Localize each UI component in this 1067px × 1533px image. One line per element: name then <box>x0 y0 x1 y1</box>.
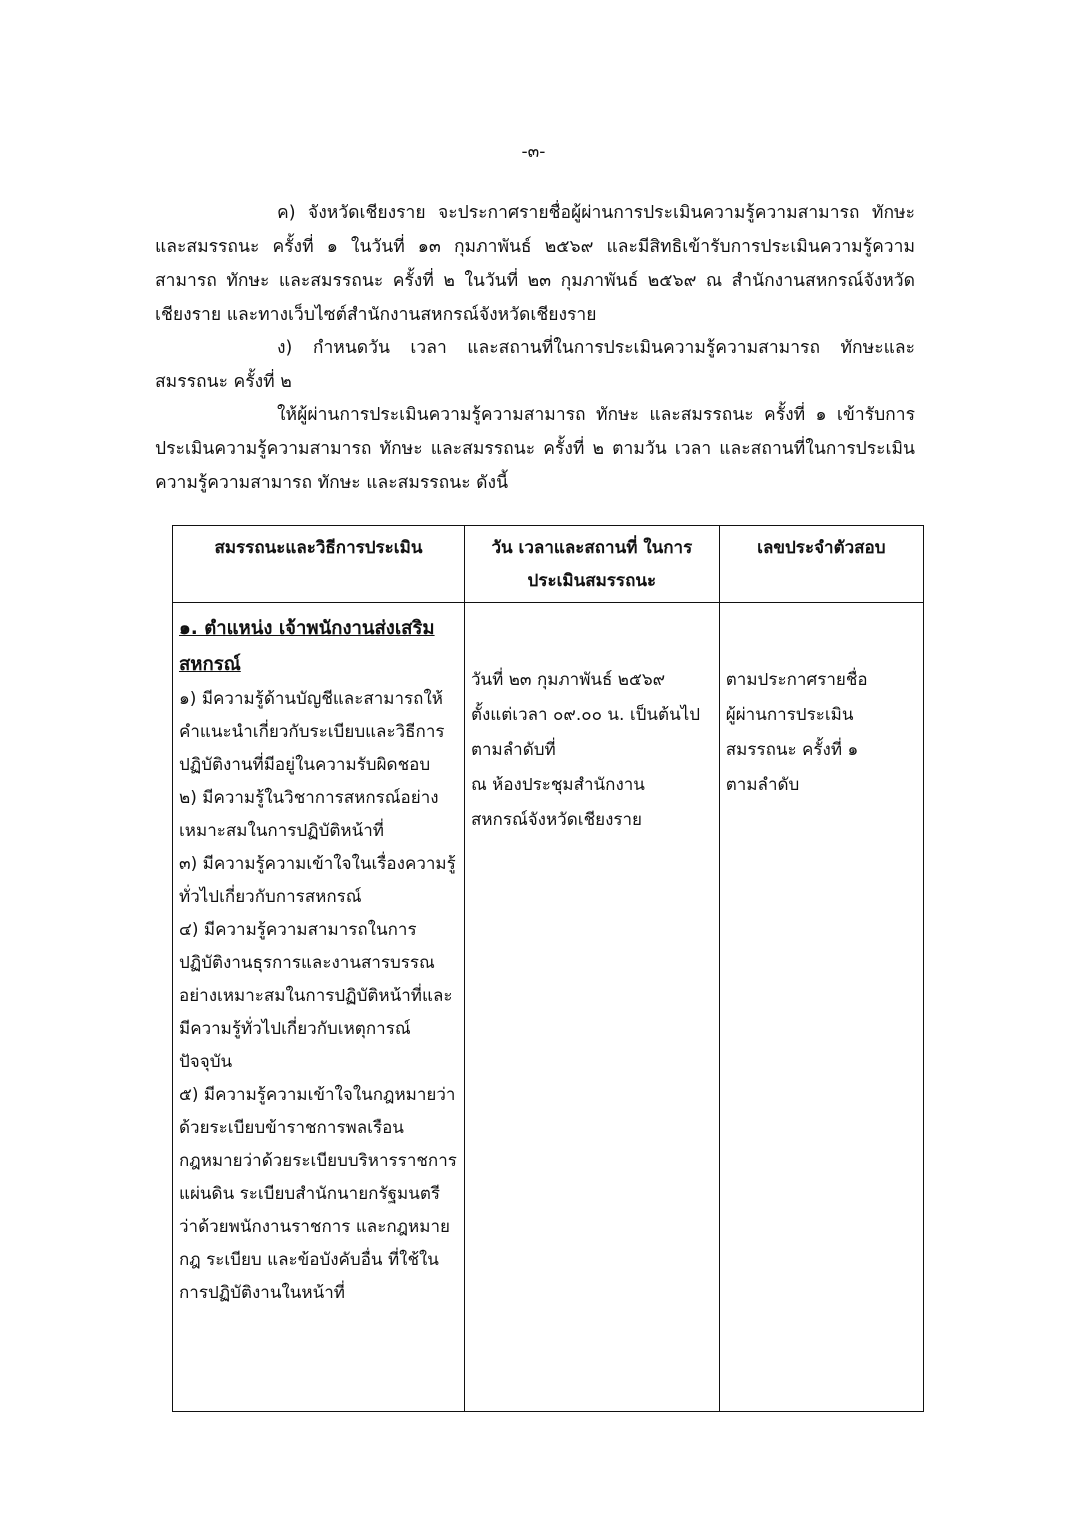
criterion-item: ๓) มีความรู้ความเข้าใจในเรื่องความรู้ทั่วไปเกี่ยวกับการสหกรณ์ <box>179 854 456 907</box>
criterion-item: ๕) มีความรู้ความเข้าใจในกฎหมายว่าด้วยระเบียบข้าราชการพลเรือน กฎหมายว่าด้วยระเบียบบริหารราชการแผ่นดิน ระเบียบสำนักนายกรัฐมนตรีว่าด้วยพนักงานราชการ และกฎหมาย กฎ ระเบียบ และข้อบังคับอื่น ที่ใช้ในการปฏิบัติงานในหน้าที่ <box>179 1085 457 1303</box>
schedule-time: ตั้งแต่เวลา ๐๙.๐๐ น. เป็นต้นไป ตามลำดับที่ <box>470 705 701 760</box>
page-number: -๓- <box>521 142 546 162</box>
assessment-schedule-table <box>172 525 924 1412</box>
exam-id-cell <box>719 603 923 1412</box>
table-row <box>173 603 924 1412</box>
exam-id-line: ตามลำดับ <box>725 775 800 795</box>
table-header-row <box>173 526 924 603</box>
exam-id-line: ตามประกาศรายชื่อ <box>725 670 868 690</box>
paragraph-schedule-intro: ง) กำหนดวัน เวลา และสถานที่ในการประเมินความรู้ความสามารถ ทักษะและสมรรถนะ ครั้งที่ ๒ <box>155 338 915 392</box>
competency-cell <box>173 603 465 1412</box>
paragraph-announcement: ค) จังหวัดเชียงราย จะประกาศรายชื่อผู้ผ่านการประเมินความรู้ความสามารถ ทักษะ และสมรรถนะ ครั้งที่ ๑ ในวันที่ ๑๓ กุมภาพันธ์ ๒๕๖๙ และมีสิทธิเข้ารับการประเมินความรู้ความสามารถ ทักษะ และสมรรถนะ ครั้งที่ ๒ ในวันที่ ๒๓ กุมภาพันธ์ ๒๕๖๙ ณ สำนักงานสหกรณ์จังหวัดเชียงราย และทางเว็บไซต์สำนักงานสหกรณ์จังหวัดเชียงราย <box>155 203 915 325</box>
header-exam-id: เลขประจำตัวสอบ <box>719 526 923 603</box>
criterion-item: ๒) มีความรู้ในวิชาการสหกรณ์อย่างเหมาะสมในการปฏิบัติหน้าที่ <box>179 788 439 841</box>
exam-id-line: สมรรถนะ ครั้งที่ ๑ <box>725 740 859 760</box>
paragraph-instruction: ให้ผู้ผ่านการประเมินความรู้ความสามารถ ทักษะ และสมรรถนะ ครั้งที่ ๑ เข้ารับการประเมินความรู้ความสามารถ ทักษะ และสมรรถนะ ครั้งที่ ๒ ตามวัน เวลา และสถานที่ในการประเมินความรู้ความสามารถ ทักษะ และสมรรถนะ ดังนี้ <box>155 405 915 493</box>
header-datetime-place: วัน เวลาและสถานที่ ในการประเมินสมรรถนะ <box>464 526 719 603</box>
position-heading: ๑. ตำแหน่ง เจ้าพนักงานส่งเสริมสหกรณ์ <box>179 618 435 675</box>
schedule-place-org: สหกรณ์จังหวัดเชียงราย <box>470 810 643 830</box>
criterion-item: ๔) มีความรู้ความสามารถในการปฏิบัติงานธุรการและงานสารบรรณอย่างเหมาะสมในการปฏิบัติหน้าที่และมีความรู้ทั่วไปเกี่ยวกับเหตุการณ์ปัจจุบัน <box>179 920 453 1072</box>
schedule-cell <box>464 603 719 1412</box>
schedule-date: วันที่ ๒๓ กุมภาพันธ์ ๒๕๖๙ <box>470 670 666 690</box>
exam-id-line: ผู้ผ่านการประเมิน <box>725 705 854 725</box>
schedule-place: ณ ห้องประชุมสำนักงาน <box>470 775 645 795</box>
criterion-item: ๑) มีความรู้ด้านบัญชีและสามารถให้คำแนะนำเกี่ยวกับระเบียบและวิธีการปฏิบัติงานที่มีอยู่ในความรับผิดชอบ <box>179 689 445 775</box>
header-competency: สมรรถนะและวิธีการประเมิน <box>173 526 465 603</box>
